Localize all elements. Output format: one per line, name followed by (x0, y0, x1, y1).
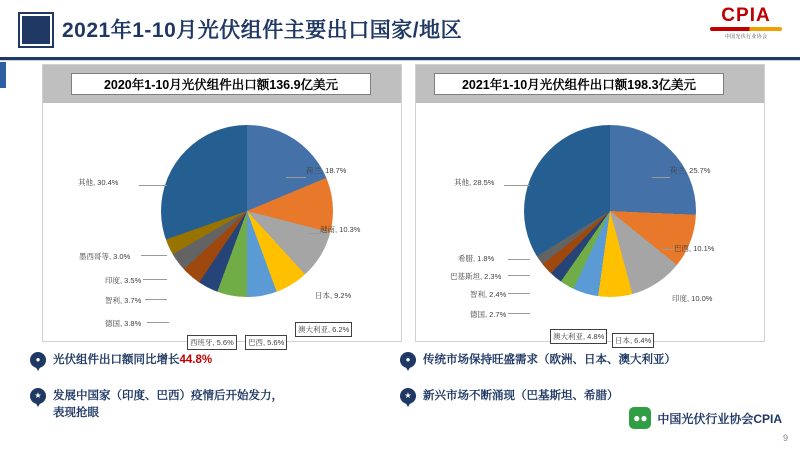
pie-2021-label-chile: 智利, 2.4% (470, 290, 507, 299)
pie-2020-label-brazil: 巴西, 5.6% (245, 335, 287, 350)
bullet-item-4 (400, 388, 780, 408)
pie-2021-label-netherlands: 荷兰, 25.7% (670, 166, 711, 175)
pie-2021-leader-5 (508, 275, 530, 276)
pie-2021-label-greece: 希腊, 1.8% (458, 254, 495, 263)
pie-2020-label-india: 印度, 3.5% (105, 276, 142, 285)
pie-2020-label-mexico: 墨西哥等, 3.0% (79, 252, 131, 261)
slide-header (0, 0, 800, 60)
pie-2021-label-brazil: 巴西, 10.1% (674, 244, 715, 253)
left-edge-accent (0, 62, 6, 88)
bullet-text-1-main: 光伏组件出口额同比增长 (53, 354, 180, 366)
bullet-item-1 (30, 352, 390, 372)
pie-2021-label-india: 印度, 10.0% (672, 294, 713, 303)
page-title: 2021年1-10月光伏组件主要出口国家/地区 (62, 19, 463, 42)
chart-panel-2020-title: 2020年1-10月光伏组件出口额136.9亿美元 (71, 73, 371, 95)
pie-2021-label-pakistan: 巴基斯坦, 2.3% (450, 272, 502, 281)
bullet-text-4: 新兴市场不断涌现（巴基斯坦、希腊） (423, 390, 619, 402)
pie-2020-leader-2 (309, 233, 320, 234)
pie-2021-label-others: 其他, 28.5% (454, 178, 495, 187)
pie-2020-leader-4 (145, 299, 167, 300)
page-number: 9 (782, 433, 788, 443)
pie-2021-leader-1 (652, 177, 670, 178)
pie-2020-label-japan: 日本, 9.2% (315, 291, 352, 300)
bullet-text-1 (53, 352, 212, 369)
bullet-item-2 (400, 352, 780, 372)
pie-2020-label-vietnam: 越南, 10.3% (320, 225, 361, 234)
header-divider-light (0, 60, 800, 61)
pie-2020-graphic (161, 125, 333, 297)
pie-2021-leader-7 (504, 185, 530, 186)
bullet-item-3 (30, 388, 390, 422)
pie-2020-label-australia: 澳大利亚, 6.2% (295, 322, 352, 337)
pie-2021-leader-3 (508, 313, 530, 314)
pie-2020-leader-6 (141, 255, 167, 256)
pie-2020-leader-7 (139, 185, 167, 186)
pie-2021-label-australia: 澳大利亚, 4.8% (550, 329, 607, 344)
footer-branding (629, 407, 782, 429)
wechat-icon: ●● (629, 407, 651, 429)
cpia-logo-bar-icon (710, 27, 782, 31)
footer-text: 中国光伏行业协会CPIA (657, 411, 782, 426)
bullet-text-3-line1: 发展中国家（印度、巴西）疫情后开始发力， (53, 390, 283, 402)
pie-2021-leader-4 (508, 293, 530, 294)
pie-2020-label-others: 其他, 30.4% (78, 178, 119, 187)
chart-panel-2020 (42, 64, 402, 347)
pie-2020-label-germany: 德国, 3.8% (105, 319, 142, 328)
pin-icon: ● (400, 352, 416, 372)
cpia-logo-text: CPIA (721, 5, 771, 26)
bullet-text-3-line2: 表现抢眼 (53, 407, 99, 419)
pie-2020-leader-1 (286, 177, 306, 178)
pie-2021-leader-6 (508, 259, 530, 260)
bullet-text-1-highlight: 44.8% (179, 354, 213, 366)
chart-panel-2021-title: 2021年1-10月光伏组件出口额198.3亿美元 (434, 73, 724, 95)
lightbulb-pin-icon: ★ (30, 388, 46, 408)
pie-2020-leader-3 (147, 322, 169, 323)
pie-chart-2021 (416, 103, 764, 345)
pie-2020-label-netherlands: 荷兰, 18.7% (306, 166, 347, 175)
bullet-text-3 (53, 388, 283, 422)
cpia-logo-subtext: 中国光伏行业协会 (724, 34, 768, 40)
chart-panel-2021 (415, 64, 765, 345)
pie-chart-2020 (43, 103, 401, 347)
cpia-logo (706, 6, 786, 50)
lightbulb-pin-icon: ★ (400, 388, 416, 408)
pin-icon: ● (30, 352, 46, 372)
pie-2021-graphic (524, 125, 696, 297)
pie-2021-label-japan: 日本, 6.4% (612, 333, 654, 348)
pie-2020-label-chile: 智利, 3.7% (105, 296, 142, 305)
pie-2020-leader-5 (143, 279, 167, 280)
pie-2021-leader-2 (662, 249, 674, 250)
header-square-filled-icon (22, 16, 50, 44)
pie-2020-label-spain: 西班牙, 5.6% (187, 335, 237, 350)
bullet-text-2: 传统市场保持旺盛需求（欧洲、日本、澳大利亚） (423, 354, 676, 366)
pie-2021-label-germany: 德国, 2.7% (470, 310, 507, 319)
